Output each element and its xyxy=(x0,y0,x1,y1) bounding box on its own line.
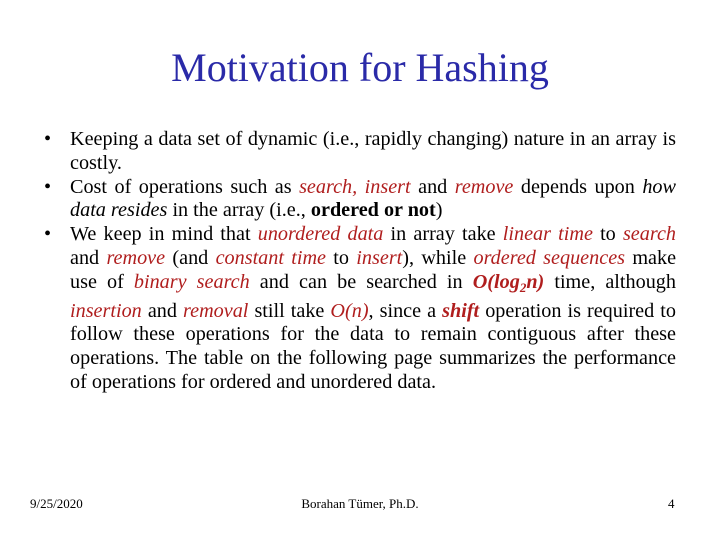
bullet-text-segment: insert xyxy=(356,246,403,269)
bullet-item xyxy=(40,176,676,224)
bullet-text-segment: ), while xyxy=(402,246,474,269)
bullet-text-segment: Keeping a data set of dynamic (i.e., rapidly changing) nature in an array is costly. xyxy=(70,128,676,174)
bullet-text-segment: n) xyxy=(526,270,545,293)
bullet-text-segment: to xyxy=(326,246,357,269)
bullet-text-segment: depends upon xyxy=(513,175,643,198)
bullet-text-segment: shift xyxy=(442,299,480,322)
bullet-dot-icon: • xyxy=(44,128,52,150)
bullet-text-segment: search xyxy=(622,223,677,246)
bullet-text-segment: search, insert xyxy=(299,175,411,198)
bullet-text-segment: time, although xyxy=(544,270,676,293)
bullet-text-segment: removal xyxy=(183,299,249,322)
bullet-dot-icon: • xyxy=(44,223,52,246)
bullet-list xyxy=(40,128,676,395)
bullet-text-segment: to xyxy=(592,223,623,246)
bullet-text-segment: operation is required to follow these operations for the data to remain contiguous after these operations. The table on the following page summarizes the performance of operations for ordered and unordered data. xyxy=(70,299,676,393)
bullet-item xyxy=(40,223,676,395)
bullet-text-segment: and xyxy=(141,299,183,322)
footer-page-number: 4 xyxy=(668,496,675,511)
bullet-text-segment: unordered data xyxy=(257,223,384,246)
bullet-text-segment: in the array (i.e., xyxy=(167,199,311,222)
bullet-text-segment: constant time xyxy=(215,246,327,269)
bullet-text-segment: make use of xyxy=(70,246,677,293)
bullet-text-segment: remove xyxy=(106,246,166,269)
bullet-text-segment: binary search xyxy=(133,270,250,293)
bullet-text-segment: O(log xyxy=(472,270,520,293)
bullet-text-segment: how data resides xyxy=(70,175,676,222)
bullet-text-segment: ordered or not xyxy=(310,199,436,222)
bullet-text-segment: We keep in mind that xyxy=(70,223,258,246)
bullet-text-segment: , since a xyxy=(368,299,443,322)
bullet-text-segment: remove xyxy=(454,175,514,198)
footer-author: Borahan Tümer, Ph.D. xyxy=(301,496,419,511)
bullet-dot-icon: • xyxy=(44,175,52,198)
bullet-text-segment: O(n) xyxy=(330,299,369,322)
bullet-text-segment: and xyxy=(70,246,107,269)
bullet-text-segment: 2 xyxy=(519,279,527,295)
bullet-text-segment: Cost of operations such as xyxy=(70,175,300,198)
bullet-text-segment: ordered sequences xyxy=(473,246,626,269)
footer-date: 9/25/2020 xyxy=(30,496,83,511)
bullet-text-segment: linear time xyxy=(502,223,593,246)
bullet-text-segment: in array take xyxy=(383,223,503,246)
bullet-item xyxy=(40,128,676,176)
slide-title: Motivation for Hashing xyxy=(171,45,549,90)
bullet-text-segment: still take xyxy=(248,299,331,322)
bullet-text-segment: and xyxy=(410,175,455,198)
bullet-text-segment: ) xyxy=(435,199,443,222)
bullet-text-segment: (and xyxy=(165,246,216,269)
bullet-text-segment: and can be searched in xyxy=(249,270,473,293)
bullet-text-segment: insertion xyxy=(70,299,142,322)
